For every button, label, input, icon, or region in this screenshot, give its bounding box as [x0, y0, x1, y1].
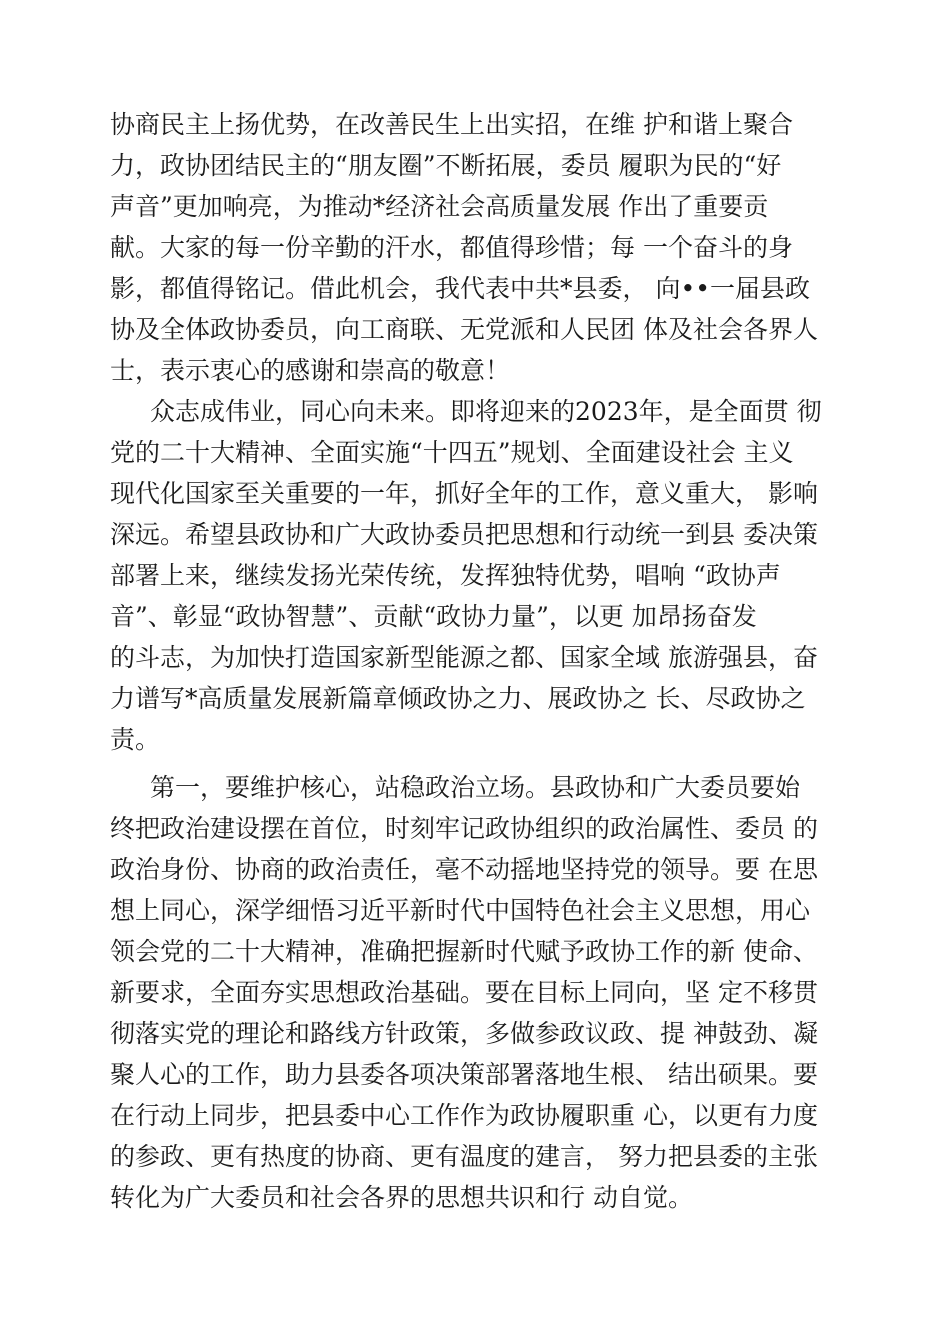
- text-line: 音”、彰显“政协智慧”、贡献“政协力量”，以更 加昂扬奋发: [110, 602, 757, 631]
- text-line: 在行动上同步，把县委中心工作作为政协履职重 心，以更有力度: [110, 1101, 818, 1130]
- text-line: 新要求，全面夯实思想政治基础。要在目标上同向，坚 定不移贯: [110, 978, 818, 1007]
- text-line: 聚人心的工作，助力县委各项决策部署落地生根、 结出硕果。要: [110, 1060, 818, 1089]
- text-line: 声音”更加响亮，为推动*经济社会高质量发展 作出了重要贡: [110, 192, 769, 221]
- text-line: 政治身份、协商的政治责任，毫不动摇地坚持党的领导。要 在思: [110, 855, 818, 884]
- text-line: 影，都值得铭记。借此机会，我代表中共*县委， 向••一届县政: [110, 274, 810, 303]
- text-line: 深远。希望县政协和广大政协委员把思想和行动统一到县 委决策: [110, 520, 818, 549]
- text-line: 党的二十大精神、全面实施“十四五”规划、全面建设社会 主义: [110, 438, 794, 467]
- text-line: 献。大家的每一份辛勤的汗水，都值得珍惜；每 一个奋斗的身: [110, 233, 793, 262]
- text-line: 士，表示衷心的感谢和崇高的敬意！: [110, 356, 511, 385]
- text-line: 想上同心，深学细悟习近平新时代中国特色社会主义思想，用心: [110, 896, 811, 925]
- text-line: 第一，要维护核心，站稳政治立场。县政协和广大委员要始: [150, 773, 801, 802]
- text-line: 众志成伟业，同心向未来。即将迎来的2023年，是全面贯 彻: [150, 397, 822, 426]
- text-line: 协商民主上扬优势，在改善民生上出实招，在维 护和谐上聚合: [110, 110, 793, 139]
- text-line: 彻落实党的理论和路线方针政策，多做参政议政、提 神鼓劲、凝: [110, 1019, 818, 1048]
- text-line: 的斗志，为加快打造国家新型能源之都、国家全域 旅游强县，奋: [110, 643, 818, 672]
- text-line: 的参政、更有热度的协商、更有温度的建言， 努力把县委的主张: [110, 1142, 818, 1171]
- text-line: 领会党的二十大精神，准确把握新时代赋予政协工作的新 使命、: [110, 937, 818, 966]
- text-line: 力谱写*高质量发展新篇章倾政协之力、展政协之 长、尽政协之: [110, 684, 806, 713]
- text-line: 终把政治建设摆在首位，时刻牢记政协组织的政治属性、委员 的: [110, 814, 818, 843]
- text-line: 力，政协团结民主的“朋友圈”不断拓展，委员 履职为民的“好: [110, 151, 782, 180]
- text-line: 责。: [110, 725, 161, 754]
- text-line: 现代化国家至关重要的一年，抓好全年的工作，意义重大， 影响: [110, 479, 818, 508]
- text-line: 转化为广大委员和社会各界的思想共识和行 动自觉。: [110, 1183, 693, 1212]
- text-line: 部署上来，继续发扬光荣传统，发挥独特优势，唱响 “政协声: [110, 561, 781, 590]
- text-line: 协及全体政协委员，向工商联、无党派和人民团 体及社会各界人: [110, 315, 818, 344]
